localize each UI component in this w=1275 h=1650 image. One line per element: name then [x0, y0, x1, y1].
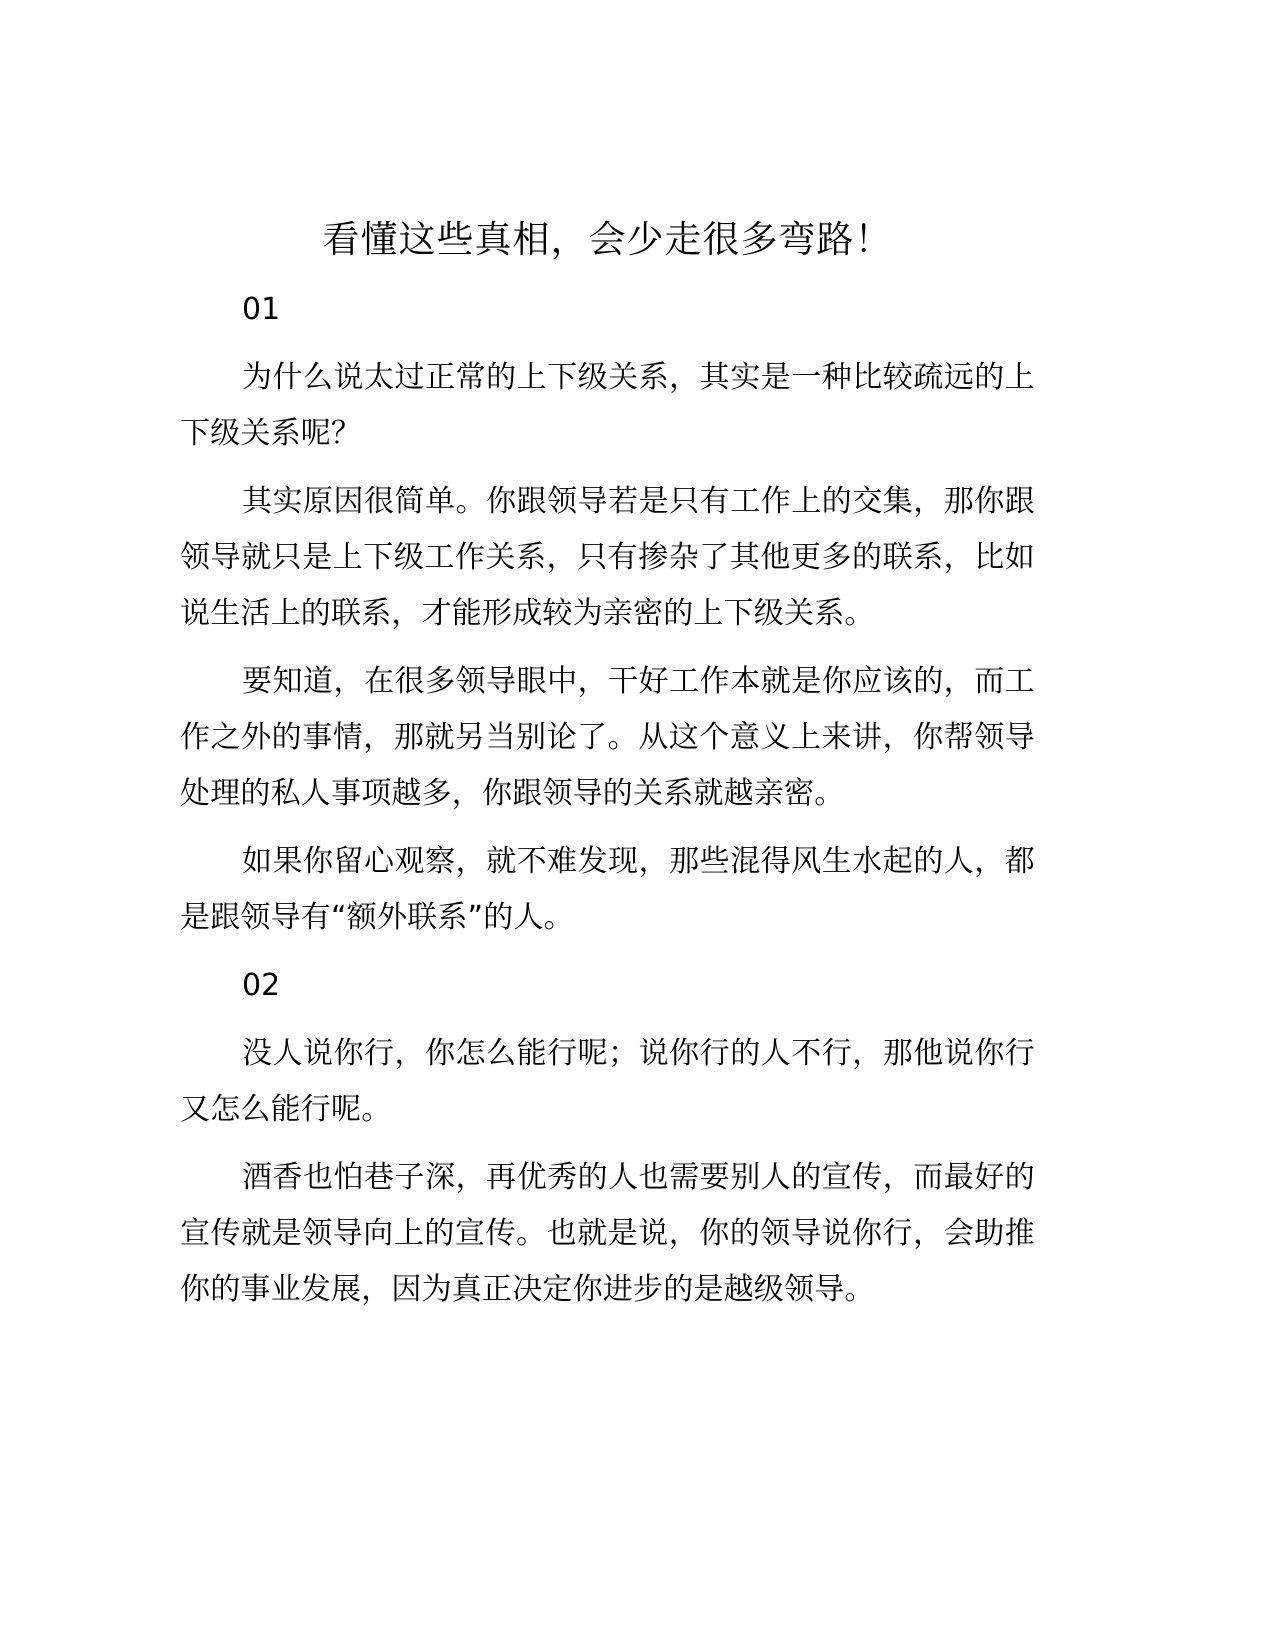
paragraph: 其实原因很简单。你跟领导若是只有工作上的交集，那你跟领导就只是上下级工作关系，只有掺杂了其他更多的联系，比如说生活上的联系，才能形成较为亲密的上下级关系。 — [180, 484, 1035, 631]
paragraph: 没人说你行，你怎么能行呢；说你行的人不行，那他说你行又怎么能行呢。 — [180, 1036, 1035, 1127]
paragraph: 酒香也怕巷子深，再优秀的人也需要别人的宣传，而最好的宣传就是领导向上的宣传。也就是说，你的领导说你行，会助推你的事业发展，因为真正决定你进步的是越级领导。 — [180, 1160, 1035, 1307]
paragraph: 为什么说太过正常的上下级关系，其实是一种比较疏远的上下级关系呢？ — [180, 360, 1035, 451]
section-02 — [180, 958, 1035, 1318]
paragraph: 如果你留心观察，就不难发现，那些混得风生水起的人，都是跟领导有“额外联系”的人。 — [180, 844, 1035, 935]
section-number: 02 — [242, 968, 281, 1003]
paragraph: 要知道，在很多领导眼中，干好工作本就是你应该的，而工作之外的事情，那就另当别论了。从这个意义上来讲，你帮领导处理的私人事项越多，你跟领导的关系就越亲密。 — [180, 664, 1035, 811]
document-body — [180, 282, 1035, 1330]
section-01 — [180, 282, 1035, 946]
document-title: 看懂这些真相，会少走很多弯路！ — [322, 218, 893, 261]
section-number: 01 — [242, 292, 281, 327]
